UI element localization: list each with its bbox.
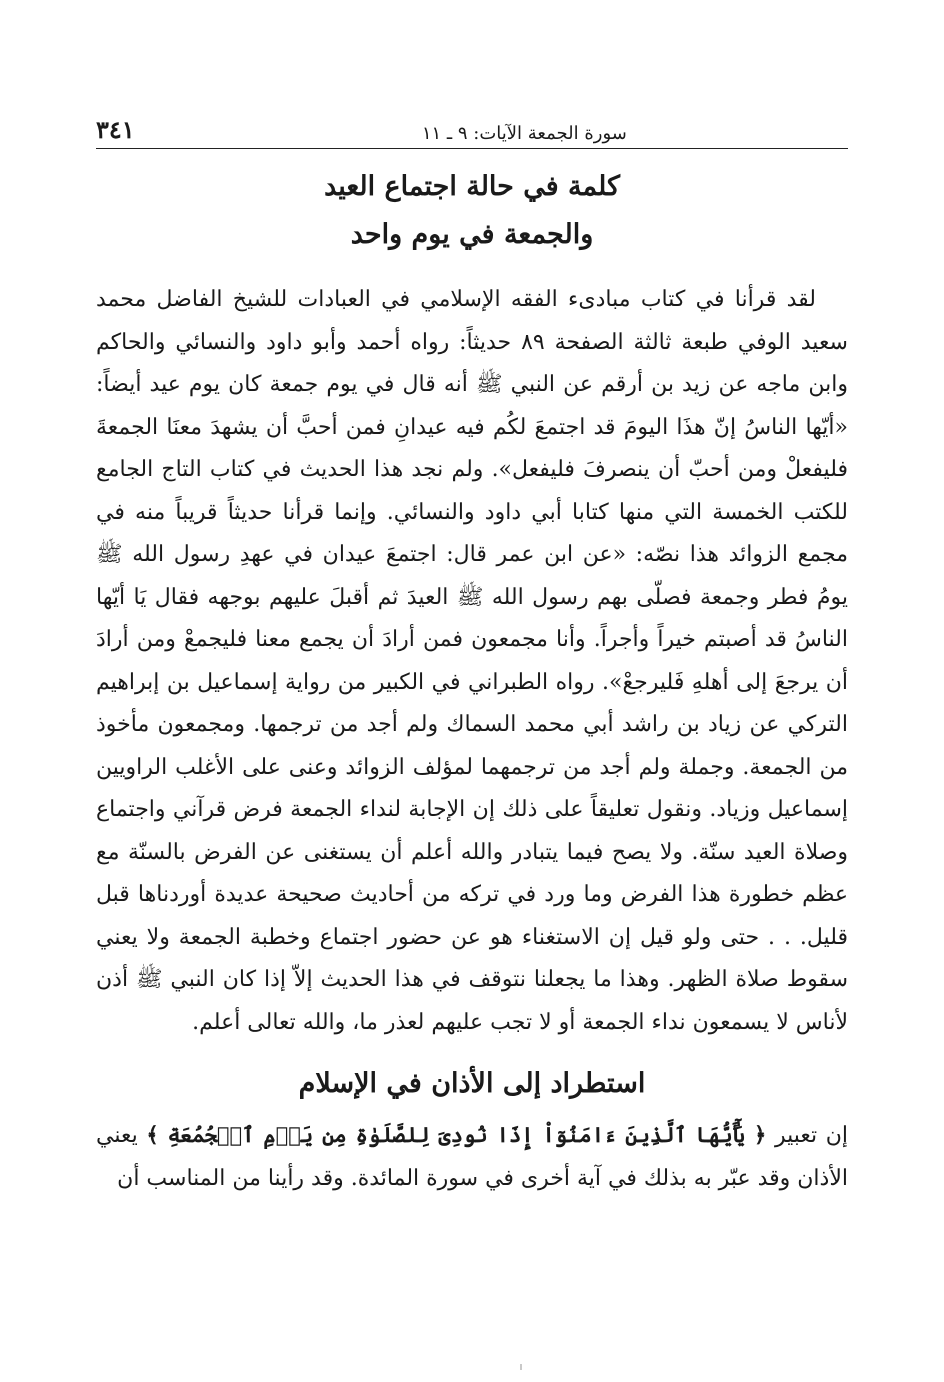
running-title: سورة الجمعة الآيات: ٩ ـ ١١ [421, 123, 627, 144]
scan-mark [520, 1364, 522, 1370]
page [96, 108, 848, 1200]
section-title-line-1: كلمة في حالة اجتماع العيد [324, 171, 620, 202]
paragraph-intro: إن تعبير [774, 1123, 849, 1148]
section-title-adhan: استطراد إلى الأذان في الإسلام [298, 1068, 646, 1099]
quran-verse: ﴿ يَٰٓأَيُّهَا ٱلَّذِينَ ءَامَنُوٓاْ إِذَا نُودِىَ لِلصَّلَوٰةِ مِن يَوۡمِ ٱلۡجُمُعَةِ ﴾ [146, 1122, 767, 1147]
section-title-line-2: والجمعة في يوم واحد [350, 219, 594, 250]
page-number: ٣٤١ [96, 115, 135, 144]
paragraph-continuation: يعني الأذان وقد عبّر به بذلك في آية أخرى في سورة المائدة. وقد رأينا من المناسب أن [96, 1123, 848, 1191]
body-paragraph-adhan [96, 1114, 848, 1200]
section-title-block [96, 163, 848, 259]
running-head [96, 108, 848, 149]
body-paragraph: لقد قرأنا في كتاب مبادىء الفقه الإسلامي في العبادات للشيخ الفاضل محمد سعيد الوفي طبعة ثالثة الصفحة ٨٩ حديثاً: رواه أحمد وأبو داود والنسائي والحاكم وابن ماجه عن زيد بن أرقم عن النبي ﷺ أنه قال في يوم جمعة كان يوم عيد أيضاً: «أيّها الناسُ إنّ هذَا اليومَ قد اجتمعَ لكُم فيه عيدانِ فمن أحبَّ أن يشهدَ معنَا الجمعةَ فليفعلْ ومن أحبّ أن ينصرفَ فليفعل». ولم نجد هذا الحديث في كتاب التاج الجامع للكتب الخمسة التي منها كتابا أبي داود والنسائي. وإنما قرأنا حديثاً قريباً منه في مجمع الزوائد هذا نصّه: «عن ابن عمر قال: اجتمعَ عيدان في عهدِ رسول الله ﷺ يومُ فطر وجمعة فصلّى بهم رسول الله ﷺ العيدَ ثم أقبلَ عليهم بوجهه فقال يَا أيّها الناسُ قد أصبتم خيراً وأجراً. وأنا مجمعون فمن أرادَ أن يجمع معنا فليجمعْ ومن أرادَ أن يرجعَ إلى أهلهِ فَليرجعْ». رواه الطبراني في الكبير من رواية إسماعيل بن إبراهيم التركي عن زياد بن راشد أبي محمد السماك ولم أجد من ترجمها. ومجمعون مأخوذ من الجمعة. وجملة ولم أجد من ترجمهما لمؤلف الزوائد وعنى على الأغلب الراويين إسماعيل وزياد. ونقول تعليقاً على ذلك إن الإجابة لنداء الجمعة فرض قرآني واجتماع وصلاة العيد سنّة. ولا يصح فيما يتبادر والله أعلم أن يستغنى عن الفرض بالسنّة مع عظم خطورة هذا الفرض وما ورد في تركه من أحاديث صحيحة عديدة أوردناها قبل قليل. . . حتى ولو قيل إن الاستغناء هو عن حضور اجتماع وخطبة الجمعة ولا يعني سقوط صلاة الظهر. وهذا ما يجعلنا نتوقف في هذا الحديث إلاّ إذا كان النبي ﷺ أذن لأناس لا يسمعون نداء الجمعة أو لا تجب عليهم لعذر ما، والله تعالى أعلم. [96, 287, 848, 1035]
